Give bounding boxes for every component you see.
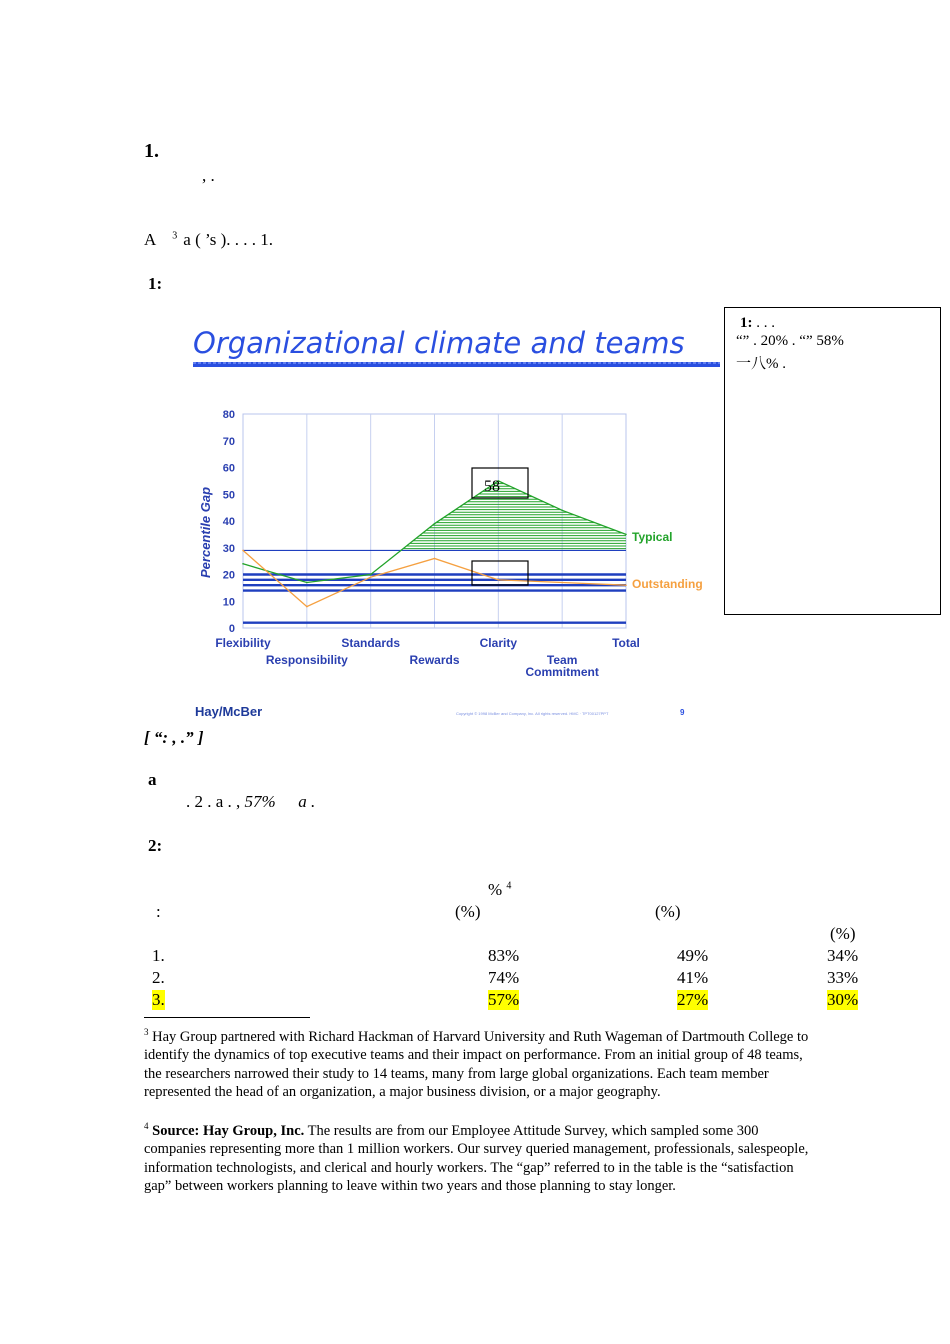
x-axis-labels (215, 636, 640, 679)
paragraph-1-rest: a ( ’s ). . . . 1. (183, 230, 273, 249)
point-outstanding-flexibility (242, 550, 244, 552)
section-intro (144, 166, 215, 186)
footnote-3-mark: 3 (144, 1027, 149, 1037)
chart-footer-copyright: Copyright © 1998 McBer and Company, Inc. All rights reserved. HMC · TPT00127PPT (456, 711, 609, 716)
table-row-3-label: 3. (152, 990, 165, 1009)
point-outstanding-clarity (498, 579, 500, 581)
footnote-ref-4[interactable]: 4 (506, 880, 512, 892)
table-row-1-label: 1. (152, 946, 165, 965)
footnote-separator (144, 1017, 310, 1018)
point-outstanding-rewards (434, 558, 436, 560)
paragraph-2 (186, 792, 315, 812)
x-label-standards: Standards (341, 636, 401, 650)
section-intro-text: , . (202, 166, 215, 185)
sidebox-line-2: “” . 20% . “” 58% (736, 333, 844, 349)
point-typical-flexibility (242, 563, 244, 565)
table-col1-header: (%) (455, 902, 481, 921)
table-row-1-v3: 34% (827, 946, 859, 965)
table-row-3-v1: 57% (488, 990, 520, 1009)
x-label-commitment: Commitment (525, 665, 599, 679)
paragraph-2-head: a (148, 770, 157, 789)
y-axis-label: Percentile Gap (198, 486, 213, 578)
point-typical-responsibility (306, 582, 308, 584)
footnote-4-mark: 4 (144, 1121, 149, 1131)
paragraph-2-text: . 2 . a . , (186, 792, 241, 811)
table-row-3-v2: 27% (677, 990, 709, 1009)
table-row-1-v2: 49% (677, 946, 709, 965)
paragraph-1-start: A (144, 230, 157, 249)
y-tick-80: 80 (222, 409, 235, 421)
table-col3-header: (%) (830, 924, 856, 943)
footnote-4 (144, 1117, 814, 1196)
y-tick-60: 60 (222, 462, 235, 475)
chart (188, 320, 724, 725)
point-outstanding-responsibility (306, 606, 308, 608)
point-typical-team-commitment (561, 510, 563, 512)
table-row-2-v3: 33% (827, 968, 859, 987)
figure-label: 1: (148, 274, 163, 293)
table-header-pct (488, 880, 511, 900)
chart-title: Organizational climate and teams (193, 326, 685, 360)
x-label-team: Team (546, 653, 578, 667)
y-tick-40: 40 (222, 516, 235, 528)
point-outstanding-standards (370, 576, 372, 578)
footnote-ref-3[interactable]: 3 (172, 230, 178, 242)
table-row-2-v1: 74% (488, 968, 520, 987)
chart-page-number: 9 (680, 708, 685, 717)
table-row-2-label: 2. (152, 968, 165, 987)
chart-footer-brand: Hay/McBer (195, 704, 263, 719)
paragraph-1 (144, 230, 273, 250)
sidebox-line-1 (740, 315, 775, 332)
y-tick-10: 10 (222, 596, 235, 609)
x-label-flexibility: Flexibility (215, 636, 271, 650)
paragraph-2-pct: 57% (244, 792, 276, 811)
y-tick-0: 0 (228, 623, 235, 635)
footnote-3-text: Hay Group partnered with Richard Hackman of Harvard University and Ruth Wageman of Dartmouth College to identify the dynamics of top executive teams and their impact on performance. From an initial group of 48 teams, the researchers narrowed their study to 14 teams, many from large global organizations. Each team member represented the head of an organization, a major business division, or a major geography. (144, 1028, 809, 1101)
table-row-2-v2: 41% (677, 968, 709, 987)
figure-sidebox (724, 307, 941, 615)
y-tick-70: 70 (222, 435, 235, 448)
x-label-total: Total (612, 636, 640, 650)
x-label-rewards: Rewards (409, 653, 460, 667)
figure-caption: [ “: , .” ] (144, 728, 204, 747)
legend-typical: Typical (632, 530, 673, 544)
section-number: 1. (144, 140, 159, 162)
sidebox-line-3: 一八% . (736, 356, 786, 372)
y-tick-30: 30 (222, 542, 235, 555)
sidebox-line-1-text: . . . (752, 315, 775, 331)
table-col2-header: (%) (655, 902, 681, 921)
x-label-responsibility: Responsibility (265, 653, 348, 667)
table-row-1-v1: 83% (488, 946, 520, 965)
footnote-4-text: The results are from our Employee Attitude Survey, which sampled some 300 companies representing more than 1 million workers. Our survey queried management, professionals, salespeople, information technologists, and clerical and hourly workers. The “gap” referred to in the table is the “satisfaction gap” between workers planning to leave within two years and those planning to stay longer. (144, 1122, 809, 1195)
table-header-pct-text: % (488, 880, 503, 899)
y-tick-50: 50 (222, 489, 235, 502)
paragraph-2-end: a . (298, 792, 316, 811)
table-row-3-v3: 30% (827, 990, 859, 1009)
sidebox-label: 1: (740, 315, 753, 331)
footnote-3 (144, 1023, 814, 1102)
point-typical-total (625, 534, 627, 536)
y-axis-ticks (223, 409, 235, 635)
x-label-clarity: Clarity (479, 636, 518, 650)
point-typical-rewards (434, 523, 436, 525)
annotation-58: 58 (484, 478, 500, 495)
legend-outstanding: Outstanding (632, 577, 703, 591)
point-outstanding-team-commitment (561, 582, 563, 584)
footnote-4-source: Source: Hay Group, Inc. (152, 1122, 305, 1139)
y-tick-20: 20 (222, 569, 235, 582)
point-outstanding-total (625, 584, 627, 586)
table-header-colon: : (156, 902, 161, 921)
table-label: 2: (148, 836, 163, 855)
point-typical-standards (370, 574, 372, 576)
